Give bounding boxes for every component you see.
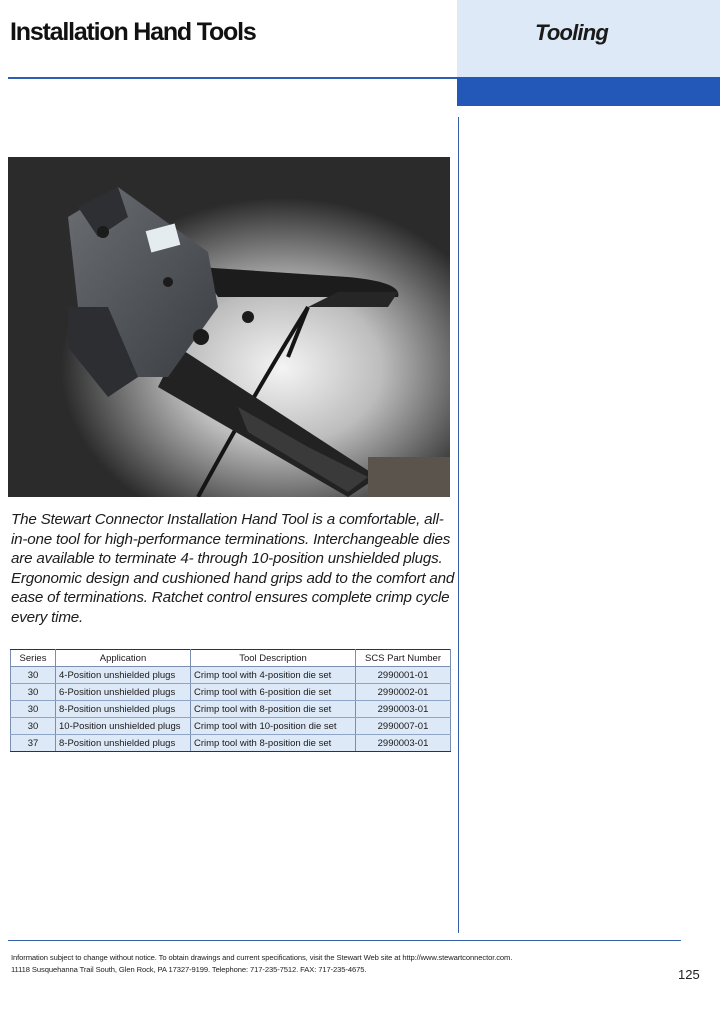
table-row [11,667,451,684]
col-series-header: Series [11,650,56,667]
application-cell: 10-Position unshielded plugs [56,718,191,735]
col-part-number-header: SCS Part Number [356,650,451,667]
table-row [11,718,451,735]
part-number-cell: 2990001-01 [356,667,451,684]
page-number: 125 [678,967,700,982]
footer-text [11,952,512,976]
series-cell: 30 [11,701,56,718]
header-rule [8,77,457,79]
footer-disclaimer: Information subject to change without notice. To obtain drawings and current specifications, visit the Stewart Web site at http://www.stewartconnector.com. [11,953,513,962]
series-cell: 30 [11,667,56,684]
tool-description-cell: Crimp tool with 8-position die set [191,735,356,752]
column-divider [458,117,459,933]
table-row [11,701,451,718]
crimp-tool-illustration [8,157,450,497]
series-cell: 30 [11,718,56,735]
tool-description-cell: Crimp tool with 8-position die set [191,701,356,718]
tool-description-cell: Crimp tool with 10-position die set [191,718,356,735]
tool-description-cell: Crimp tool with 6-position die set [191,684,356,701]
application-cell: 4-Position unshielded plugs [56,667,191,684]
col-tool-description-header: Tool Description [191,650,356,667]
page-title: Installation Hand Tools [10,18,256,46]
part-number-table [10,649,451,752]
col-application-header: Application [56,650,191,667]
application-cell: 8-Position unshielded plugs [56,735,191,752]
part-number-cell: 2990007-01 [356,718,451,735]
application-cell: 6-Position unshielded plugs [56,684,191,701]
series-cell: 30 [11,684,56,701]
part-number-cell: 2990003-01 [356,735,451,752]
tool-description-cell: Crimp tool with 4-position die set [191,667,356,684]
series-cell: 37 [11,735,56,752]
application-cell: 8-Position unshielded plugs [56,701,191,718]
table-row [11,684,451,701]
footer-address: 11118 Susquehanna Trail South, Glen Rock, PA 17327-9199. Telephone: 717-235-7512. FAX: 717-235-4675. [11,965,367,974]
table-row [11,735,451,752]
footer-rule [8,940,681,941]
section-blue-band [457,77,720,106]
part-number-cell: 2990003-01 [356,701,451,718]
product-description: The Stewart Connector Installation Hand Tool is a comfortable, all-in-one tool for high-performance terminations. Interchangeable dies are available to terminate 4- through 10-position unshielded plugs. Ergonomic design and cushioned hand grips add to the comfort and ease of terminations. Ratchet control ensures complete crimp cycle every time. [11,511,455,626]
part-number-cell: 2990002-01 [356,684,451,701]
table-header-row [11,650,451,667]
section-label: Tooling [535,20,609,45]
product-photo [8,157,450,497]
